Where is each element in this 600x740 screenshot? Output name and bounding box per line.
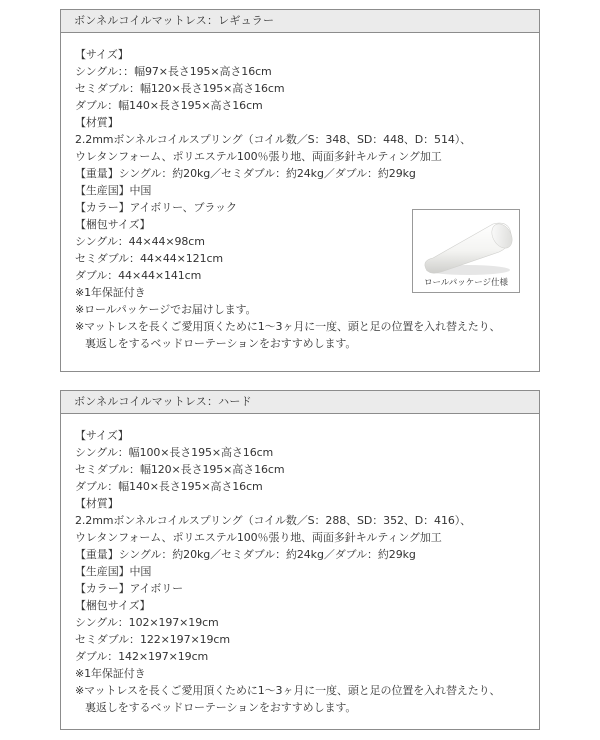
spec-line: 【生産国】中国	[75, 565, 152, 578]
spec-line: 【材質】	[75, 497, 119, 510]
spec-line: ※1年保証付き	[75, 667, 146, 680]
spec-line: 裏返しをするベッドローテーションをおすすめします。	[85, 337, 357, 350]
spec-line: 2.2mmボンネルコイルスプリング（コイル数／S：348、SD：448、D：514）、	[75, 133, 472, 146]
spec-line: ※ロールパッケージでお届けします。	[75, 303, 257, 316]
spec-line: セミダブル：44×44×121cm	[75, 252, 224, 265]
spec-line: ※マットレスを長くご愛用頂くために1～3ヶ月に一度、頭と足の位置を入れ替えたり、	[75, 320, 501, 333]
spec-line: 【カラー】アイボリー	[75, 582, 184, 595]
spec-line: ウレタンフォーム、ポリエステル100％張り地、両面多針キルティング加工	[75, 531, 442, 544]
spec-box-regular	[60, 9, 540, 372]
spec-line: ウレタンフォーム、ポリエステル100％張り地、両面多針キルティング加工	[75, 150, 442, 163]
roll-package-photo	[412, 209, 520, 293]
spec-line: 【梱包サイズ】	[75, 218, 151, 231]
spec-line: シングル：：幅97×長さ195×高さ16cm	[75, 65, 272, 78]
spec-line: ダブル：44×44×141cm	[75, 269, 202, 282]
spec-line: ※1年保証付き	[75, 286, 146, 299]
spec-line: シングル：102×197×19cm	[75, 616, 219, 629]
spec-line: 裏返しをするベッドローテーションをおすすめします。	[85, 701, 357, 714]
roll-package-caption: ロールパッケージ仕様	[423, 278, 509, 288]
spec-title-hard: ボンネルコイルマットレス：ハード	[61, 391, 539, 414]
spec-line: 【サイズ】	[75, 429, 129, 442]
spec-line: 【カラー】アイボリー、ブラック	[75, 201, 237, 214]
spec-line: 2.2mmボンネルコイルスプリング（コイル数／S：288、SD：352、D：416）、	[75, 514, 472, 527]
spec-body-hard	[61, 414, 539, 716]
spec-body-regular	[61, 33, 539, 352]
spec-line: 【重量】シングル：約20kg／セミダブル：約24kg／ダブル：約29kg	[75, 548, 416, 561]
spec-line: ダブル：幅140×長さ195×高さ16cm	[75, 99, 263, 112]
spec-line: ※マットレスを長くご愛用頂くために1～3ヶ月に一度、頭と足の位置を入れ替えたり、	[75, 684, 501, 697]
spec-line: セミダブル：122×197×19cm	[75, 633, 230, 646]
spec-line: ダブル：幅140×長さ195×高さ16cm	[75, 480, 263, 493]
spec-line: セミダブル：幅120×長さ195×高さ16cm	[75, 82, 285, 95]
spec-box-hard	[60, 390, 540, 730]
spec-title-regular: ボンネルコイルマットレス：レギュラー	[61, 10, 539, 33]
spec-line: 【材質】	[75, 116, 119, 129]
spec-line: 【サイズ】	[75, 48, 129, 61]
spec-line: 【重量】シングル：約20kg／セミダブル：約24kg／ダブル：約29kg	[75, 167, 416, 180]
spec-line: シングル：幅100×長さ195×高さ16cm	[75, 446, 274, 459]
spec-line: ダブル：142×197×19cm	[75, 650, 209, 663]
spec-line: シングル：44×44×98cm	[75, 235, 205, 248]
spec-line: 【生産国】中国	[75, 184, 152, 197]
spec-line: セミダブル：幅120×長さ195×高さ16cm	[75, 463, 285, 476]
spec-line: 【梱包サイズ】	[75, 599, 151, 612]
